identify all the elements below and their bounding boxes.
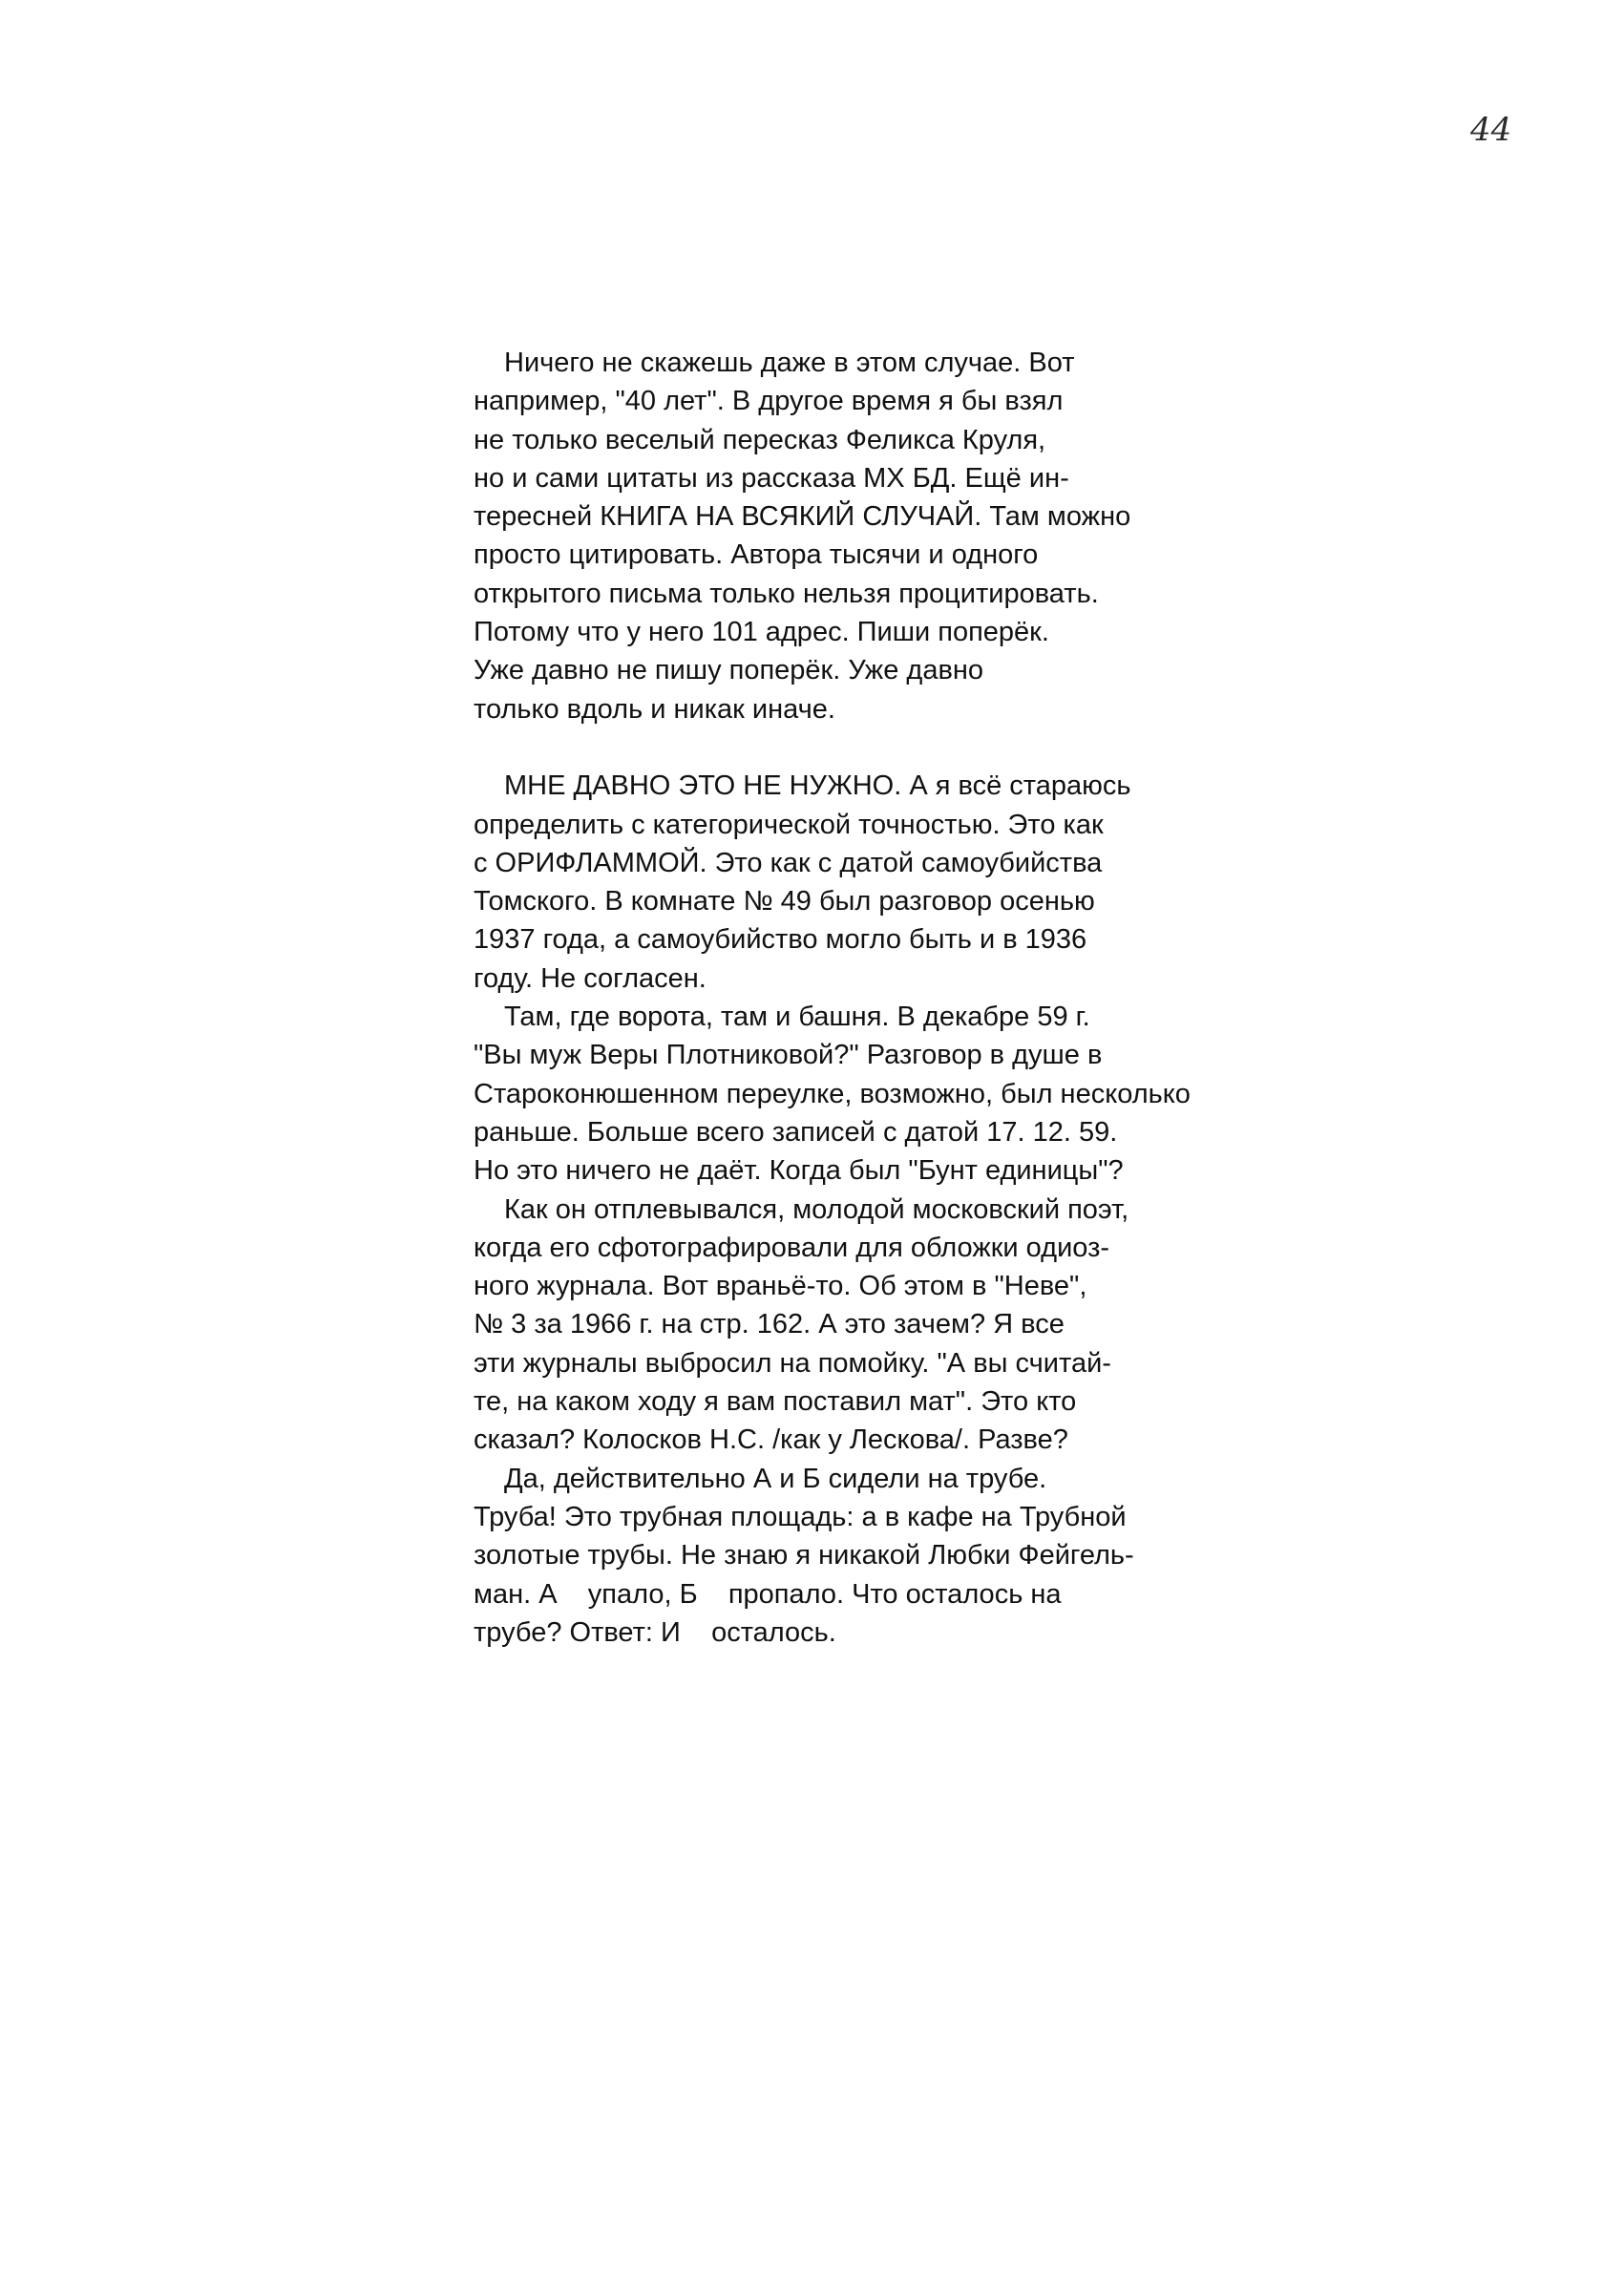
text-line: Ничего не скажешь даже в этом случае. Вот (504, 348, 1075, 378)
text-line: просто цитировать. Автора тысячи и одного (474, 539, 1039, 571)
text-line: золотые трубы. Не знаю я никакой Любки Фейгель- (474, 1540, 1134, 1571)
text-line: но и сами цитаты из рассказа МХ БД. Ещё ин- (474, 462, 1069, 494)
paragraph (474, 767, 1295, 998)
text-line: только вдоль и никак иначе. (474, 693, 835, 725)
text-line: раньше. Больше всего записей с датой 17. 12. 59. (474, 1116, 1118, 1148)
text-line: с ОРИФЛАММОЙ. Это как с датой самоубийства (474, 847, 1103, 878)
text-line: открытого письма только нельзя процитировать. (474, 578, 1099, 609)
text-line: ного журнала. Вот враньё-то. Об этом в "Неве", (474, 1271, 1087, 1302)
page-number: 44 (1470, 111, 1512, 149)
text-line: Но это ничего не даёт. Когда был "Бунт единицы"? (474, 1155, 1124, 1187)
text-line: например, "40 лет". В другое время я бы взял (474, 386, 1064, 417)
paragraph (474, 1191, 1295, 1460)
text-line: когда его сфотографировали для обложки одиоз- (474, 1232, 1110, 1263)
text-line: определить с категорической точностью. Это как (474, 809, 1104, 840)
paragraph-gap (474, 728, 1295, 767)
text-line: Потому что у него 101 адрес. Пиши поперёк. (474, 617, 1049, 648)
text-line: сказал? Колосков Н.С. /как у Лескова/. Разве? (474, 1424, 1068, 1456)
text-line: № 3 за 1966 г. на стр. 162. А это зачем? Я все (474, 1309, 1065, 1340)
paragraph (474, 1460, 1295, 1652)
text-line: трубе? Ответ: И осталось. (474, 1616, 836, 1648)
text-line: году. Не согласен. (474, 962, 707, 994)
paragraph (474, 344, 1295, 728)
text-line: тересней КНИГА НА ВСЯКИЙ СЛУЧАЙ. Там можно (474, 501, 1131, 533)
text-line: Как он отплевывался, молодой московский поэт, (504, 1193, 1129, 1225)
text-line: ман. А упало, Б пропало. Что осталось на (474, 1578, 1062, 1610)
text-line: не только веселый пересказ Феликса Круля, (474, 424, 1046, 455)
text-line: 1937 года, а самоубийство могло быть и в 1936 (474, 924, 1087, 956)
text-line: эти журналы выбросил на помойку. "А вы считай- (474, 1347, 1111, 1379)
text-body (474, 344, 1295, 1652)
text-line: Да, действительно А и Б сидели на трубе. (504, 1463, 1047, 1494)
text-line: "Вы муж Веры Плотниковой?" Разговор в душе в (474, 1040, 1103, 1071)
text-line: Староконюшенном переулке, возможно, был несколько (474, 1078, 1191, 1109)
paragraph (474, 998, 1295, 1190)
text-line: Уже давно не пишу поперёк. Уже давно (474, 655, 983, 686)
text-line: Томского. В комнате № 49 был разговор осенью (474, 886, 1095, 918)
text-line: Труба! Это трубная площадь: а в кафе на Трубной (474, 1501, 1127, 1532)
text-line: МНЕ ДАВНО ЭТО НЕ НУЖНО. А я всё стараюсь (504, 770, 1131, 802)
text-line: те, на каком ходу я вам поставил мат". Это кто (474, 1386, 1077, 1418)
text-line: Там, где ворота, там и башня. В декабре 59 г. (504, 1002, 1090, 1033)
